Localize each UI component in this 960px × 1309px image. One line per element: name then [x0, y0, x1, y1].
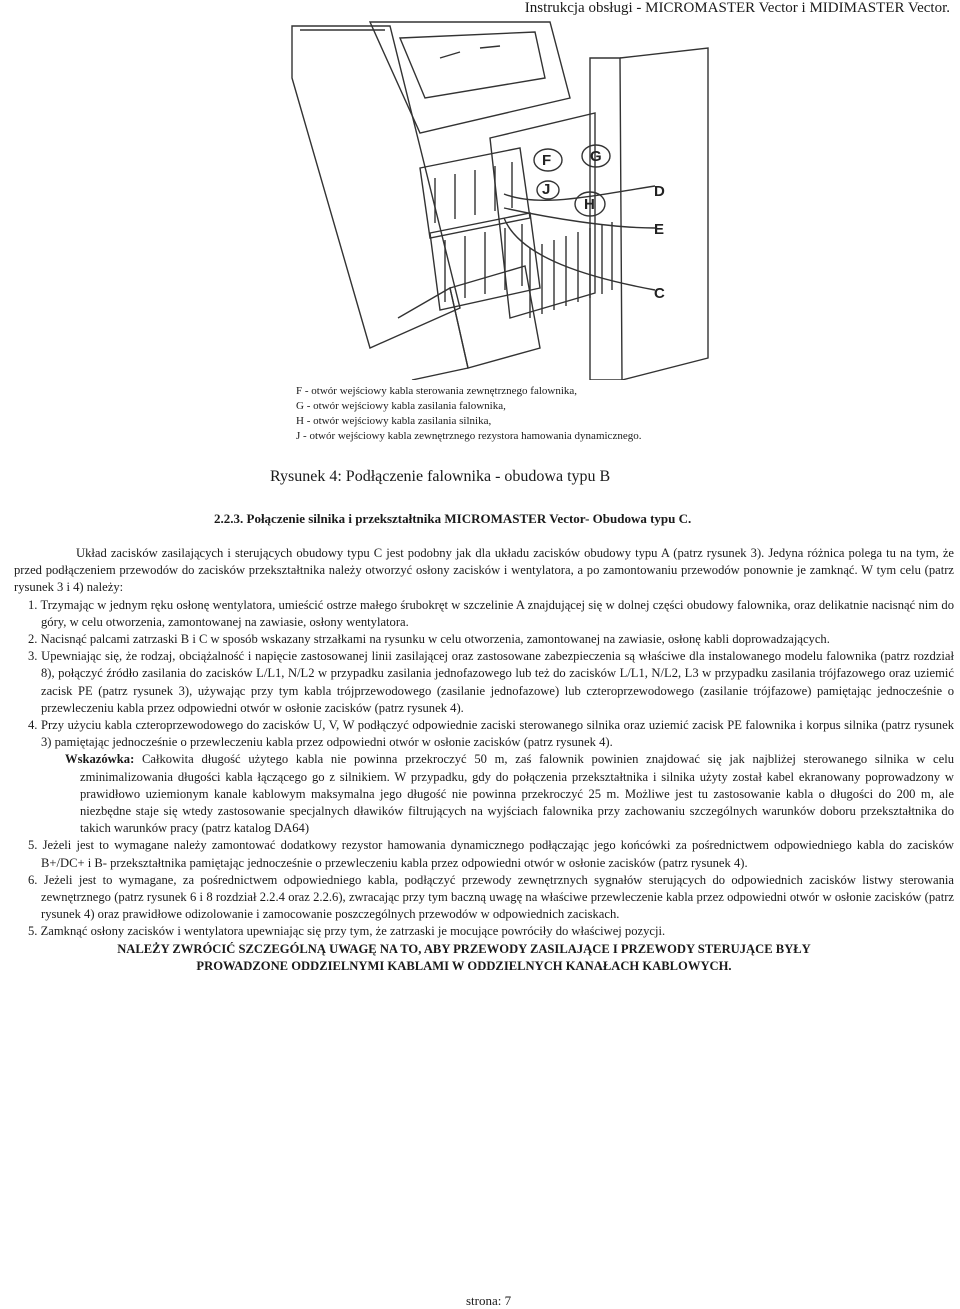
legend-item: G - otwór wejściowy kabla zasilania falownika,	[296, 400, 506, 412]
step-item: 3. Upewniając się, że rodzaj, obciążalność i napięcie zastosowanej linii zasilającej oraz zastosowane zabezpieczenia są właściwe dla instalowanego modelu falownika (patrz rozdział 8), połączyć źródło zasilania do zacisków L/L1, N/L2 w przypadku zasilania jednofazowego lub też do zacisków L/L1, N/L2, L3 w przypadku zasilania trójfazowego oraz uziemić zacisk PE (patrz rysunek 3), używając przy tym kabla trójprzewodowego (zasilanie jednofazowe) lub czteroprzewodowego (zasilanie trójfazowe) pamiętając jednocześnie o przewleczeniu kabla przez odpowiedni otwór w osłonie zacisków (patrz rysunek 4).	[28, 649, 954, 715]
section-heading: 2.2.3. Połączenie silnika i przekształtnika MICROMASTER Vector- Obudowa typu C.	[214, 511, 692, 526]
figure-label-h: H	[584, 196, 595, 213]
step-item: 4. Przy użyciu kabla czteroprzewodowego do zacisków U, V, W podłączyć odpowiednie zaciski sterowanego silnika oraz uziemić zacisk PE falownika i korpus silnika (patrz rysunek 3) pamiętając jednocześnie o przewleczeniu kabla przez odpowiedni otwór w osłonie zacisków (patrz rysunek 4).	[28, 718, 954, 750]
figure-label-g: G	[590, 148, 602, 165]
page-number: strona: 7	[466, 1293, 512, 1308]
intro-paragraph: Układ zacisków zasilających i sterujących obudowy typu C jest podobny jak dla układu zacisków obudowy typu A (patrz rysunek 3). Jedyna różnica polega tu na tym, że przed podłączeniem przewodów do zacisków przekształtnika należy otworzyć osłony zacisków i wentylatora, a po zamontowaniu przewodów ponownie je zamknąć. W tym celu (patrz rysunek 3 i 4) należy:	[14, 546, 954, 595]
figure-label-j: J	[542, 181, 551, 198]
inverter-figure	[290, 18, 710, 380]
step-item: 5. Jeżeli jest to wymagane należy zamontować dodatkowy rezystor hamowania dynamicznego podłączając jego końcówki za pośrednictwem odpowiedniego kabla do zacisków B+/DC+ i B- przekształtnika pamiętając jednocześnie o przewleczeniu kabla przez odpowiedni otwór w osłonie zacisków (patrz rysunek 4).	[28, 838, 954, 870]
figure-label-c: C	[654, 285, 665, 302]
body-text	[14, 545, 954, 975]
legend-item: J - otwór wejściowy kabla zewnętrznego rezystora hamowania dynamicznego.	[296, 430, 642, 442]
figure-label-e: E	[654, 221, 665, 238]
figure-legend	[296, 384, 641, 444]
step-item: 6. Jeżeli jest to wymagane, za pośrednictwem odpowiedniego kabla, podłączyć przewody zewnętrznych sygnałów sterujących do odpowiednich zacisków listwy sterowania zewnętrznego (patrz rysunek 6 i 8 rozdział 2.2.4 oraz 2.2.6), zwracając przy tym baczną uwagę na właściwe przewleczenie kabla przez odpowiedni otwór w osłonie zacisków (patrz rysunek 4) oraz prawidłowe odizolowanie i zamocowanie poszczególnych przewodów w odpowiednich zaciskach.	[28, 872, 954, 922]
note-label: Wskazówka:	[65, 752, 135, 767]
page-header-title: Instrukcja obsługi - MICROMASTER Vector i MIDIMASTER Vector.	[524, 0, 950, 16]
step-item: 5. Zamknąć osłony zacisków i wentylatora upewniając się przy tym, że zatrzaski je mocujące powróciły do właściwej pozycji.	[28, 924, 666, 939]
step-item: 1. Trzymając w jednym ręku osłonę wentylatora, umieścić ostrze małego śrubokręt w szczelinie A znajdującej się w dolnej części obudowy falownika, oraz delikatnie nacisnąć nim do góry, w celu otworzenia, zamontowanej na zawiasie, osłony wentylatora.	[28, 597, 954, 629]
figure-label-f: F	[542, 152, 552, 169]
note-text: Całkowita długość użytego kabla nie powinna przekroczyć 50 m, zaś falownik powinien znajdować się jak najbliżej sterowanego silnika w celu zminimalizowania długości kabla łączącego go z silnikiem. W przypadku, gdy do połączenia przekształtnika i silnika użyty został kabel ekranowany poprowadzony w prawidłowo uziemionym kanale kablowym maksymalna jego długość nie powinna przekroczyć 25 m. Możliwe jest tu zastosowanie kabla o długości do 200 m, ale niezbędne staje się wtedy zastosowanie specjalnych dławików filtrujących na wyjściach falownika przy zachowaniu szczególnych warunków doboru przekształtnika do takich warunków pracy (patrz katalog DA64)	[80, 752, 954, 836]
figure-label-d: D	[654, 183, 665, 200]
legend-item: H - otwór wejściowy kabla zasilania silnika,	[296, 415, 492, 427]
step-item: 2. Nacisnąć palcami zatrzaski B i C w sposób wskazany strzałkami na rysunku w celu otworzenia, zamontowanej na zawiasie, osłonę kabli doprowadzających.	[28, 632, 830, 647]
figure-caption: Rysunek 4: Podłączenie falownika - obudowa typu B	[270, 468, 611, 485]
legend-item: F - otwór wejściowy kabla sterowania zewnętrznego falownika,	[296, 385, 578, 397]
warning-text: NALEŻY ZWRÓCIĆ SZCZEGÓLNĄ UWAGĘ NA TO, ABY PRZEWODY ZASILAJĄCE I PRZEWODY STERUJĄCE BYŁY PROWADZONE ODDZIELNYMI KABLAMI W ODDZIELNYCH KANAŁACH KABLOWYCH.	[117, 941, 811, 973]
note-paragraph	[14, 751, 954, 837]
